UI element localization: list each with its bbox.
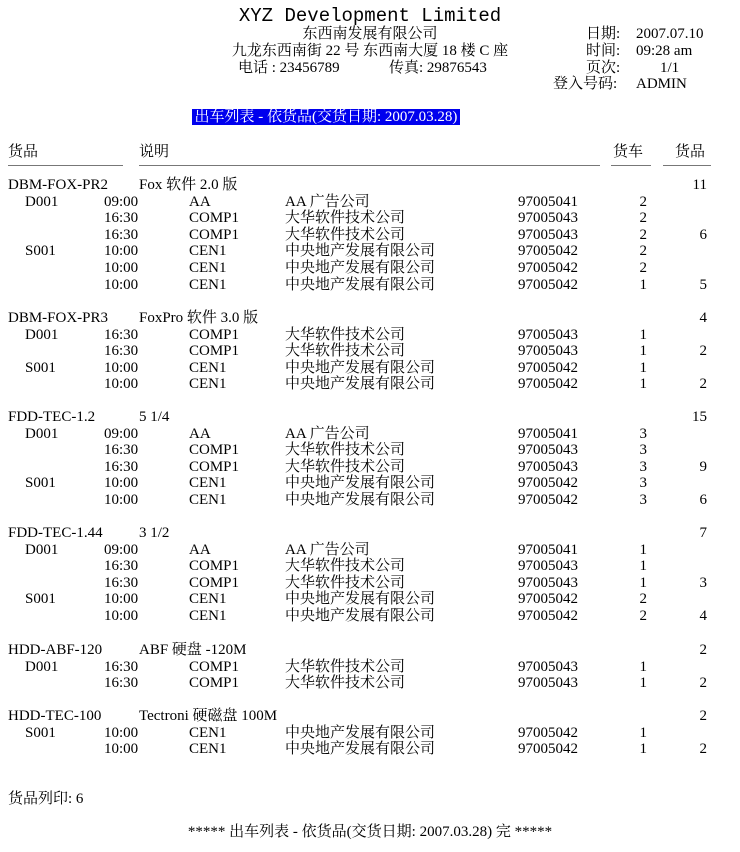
delivery-row bbox=[0, 725, 740, 742]
delivery-time: 16:30 bbox=[104, 658, 139, 675]
customer-code: AA bbox=[189, 425, 211, 442]
truck-quantity: 1 bbox=[639, 741, 647, 758]
customer-code: CEN1 bbox=[189, 608, 227, 624]
document-number: 97005042 bbox=[518, 475, 578, 492]
customer-name: 大华软件技术公司 bbox=[285, 343, 406, 360]
customer-name: 中央地产发展有限公司 bbox=[285, 591, 436, 608]
document-number: 97005041 bbox=[518, 425, 578, 442]
truck-quantity: 1 bbox=[639, 541, 647, 558]
customer-code: CEN1 bbox=[189, 724, 227, 741]
document-number: 97005042 bbox=[518, 591, 578, 608]
document-number: 97005043 bbox=[518, 458, 578, 475]
document-number: 97005043 bbox=[518, 558, 578, 575]
document-number: 97005043 bbox=[518, 442, 578, 459]
document-number: 97005043 bbox=[518, 574, 578, 591]
delivery-time: 16:30 bbox=[104, 226, 139, 243]
item-group-header bbox=[0, 642, 740, 659]
customer-code: COMP1 bbox=[189, 675, 240, 692]
customer-name: 大华软件技术公司 bbox=[285, 558, 406, 575]
truck-quantity: 2 bbox=[639, 210, 647, 227]
customer-name: 中央地产发展有限公司 bbox=[285, 475, 436, 492]
delivery-time: 10:00 bbox=[104, 359, 139, 376]
delivery-time: 10:00 bbox=[104, 243, 139, 260]
customer-code: COMP1 bbox=[189, 458, 240, 475]
customer-code: CEN1 bbox=[189, 243, 227, 260]
document-number: 97005043 bbox=[518, 326, 578, 343]
customer-name: 大华软件技术公司 bbox=[285, 675, 406, 692]
customer-name: 大华软件技术公司 bbox=[285, 574, 406, 591]
item-group-header bbox=[0, 409, 740, 426]
date-value: 2007.07.10 bbox=[636, 26, 704, 42]
document-number: 97005041 bbox=[518, 193, 578, 210]
truck-quantity: 1 bbox=[639, 724, 647, 741]
customer-name: 中央地产发展有限公司 bbox=[285, 376, 436, 393]
document-number: 97005043 bbox=[518, 343, 578, 360]
fax-number: 传真: 29876543 bbox=[389, 60, 487, 76]
delivery-row bbox=[0, 426, 740, 443]
company-name-cn: 东西南发展有限公司 bbox=[302, 26, 438, 42]
customer-code: COMP1 bbox=[189, 442, 240, 459]
customer-code: CEN1 bbox=[189, 492, 227, 508]
item-description: Tectroni 硬磁盘 100M bbox=[139, 708, 278, 724]
customer-name: 大华软件技术公司 bbox=[285, 458, 406, 475]
item-group-header bbox=[0, 310, 740, 327]
subtotal-quantity: 5 bbox=[699, 276, 707, 293]
customer-code: COMP1 bbox=[189, 210, 240, 227]
document-number: 97005042 bbox=[518, 608, 578, 624]
truck-quantity: 2 bbox=[639, 226, 647, 243]
column-header-goods: 货品 bbox=[675, 144, 706, 160]
time-value: 09:28 am bbox=[636, 43, 693, 59]
store-code: S001 bbox=[25, 359, 56, 376]
item-total-quantity: 7 bbox=[699, 525, 707, 541]
item-description: 5 1/4 bbox=[139, 409, 170, 425]
delivery-row bbox=[0, 558, 740, 575]
customer-code: AA bbox=[189, 541, 211, 558]
store-code: D001 bbox=[25, 658, 59, 675]
item-print-count: 货品列印: 6 bbox=[8, 791, 84, 807]
truck-quantity: 1 bbox=[639, 343, 647, 360]
delivery-row bbox=[0, 243, 740, 260]
truck-quantity: 1 bbox=[639, 574, 647, 591]
delivery-time: 16:30 bbox=[104, 442, 139, 459]
column-header-description: 说明 bbox=[139, 144, 170, 160]
subtotal-quantity: 6 bbox=[699, 492, 707, 508]
customer-code: COMP1 bbox=[189, 326, 240, 343]
customer-name: 大华软件技术公司 bbox=[285, 210, 406, 227]
truck-quantity: 2 bbox=[639, 260, 647, 276]
customer-name: AA 广告公司 bbox=[285, 193, 370, 210]
item-description: FoxPro 软件 3.0 版 bbox=[139, 310, 259, 326]
item-group-header bbox=[0, 525, 740, 542]
header-rule-goods bbox=[663, 165, 711, 166]
customer-code: CEN1 bbox=[189, 376, 227, 393]
delivery-time: 09:00 bbox=[104, 425, 139, 442]
delivery-row bbox=[0, 194, 740, 211]
customer-name: 中央地产发展有限公司 bbox=[285, 260, 436, 276]
document-number: 97005043 bbox=[518, 675, 578, 692]
customer-name: 大华软件技术公司 bbox=[285, 442, 406, 459]
customer-name: 中央地产发展有限公司 bbox=[285, 492, 436, 508]
customer-code: AA bbox=[189, 193, 211, 210]
customer-name: 大华软件技术公司 bbox=[285, 326, 406, 343]
phone-number: 电话 : 23456789 bbox=[238, 60, 340, 76]
truck-quantity: 1 bbox=[639, 376, 647, 393]
truck-quantity: 1 bbox=[639, 658, 647, 675]
report-banner-text: 出车列表 - 依货品(交货日期: 2007.03.28) bbox=[192, 109, 461, 125]
delivery-row bbox=[0, 675, 740, 692]
company-name-en: XYZ Development Limited bbox=[238, 5, 502, 27]
customer-code: CEN1 bbox=[189, 475, 227, 492]
item-code: DBM-FOX-PR3 bbox=[8, 310, 109, 326]
document-number: 97005042 bbox=[518, 741, 578, 758]
delivery-row bbox=[0, 343, 740, 360]
delivery-row bbox=[0, 360, 740, 377]
truck-quantity: 3 bbox=[639, 475, 647, 492]
item-code: HDD-TEC-100 bbox=[8, 708, 102, 724]
date-label: 日期: bbox=[586, 26, 621, 42]
store-code: D001 bbox=[25, 425, 59, 442]
item-total-quantity: 2 bbox=[699, 642, 707, 658]
truck-quantity: 1 bbox=[639, 359, 647, 376]
login-value: ADMIN bbox=[636, 76, 687, 92]
subtotal-quantity: 2 bbox=[699, 741, 707, 758]
subtotal-quantity: 2 bbox=[699, 376, 707, 393]
customer-name: 中央地产发展有限公司 bbox=[285, 276, 436, 293]
customer-code: COMP1 bbox=[189, 226, 240, 243]
delivery-row bbox=[0, 260, 740, 277]
store-code: S001 bbox=[25, 475, 56, 492]
document-number: 97005041 bbox=[518, 541, 578, 558]
delivery-row bbox=[0, 608, 740, 625]
truck-quantity: 2 bbox=[639, 243, 647, 260]
document-number: 97005042 bbox=[518, 276, 578, 293]
document-number: 97005042 bbox=[518, 260, 578, 276]
customer-code: CEN1 bbox=[189, 741, 227, 758]
customer-code: COMP1 bbox=[189, 343, 240, 360]
truck-quantity: 1 bbox=[639, 276, 647, 293]
customer-code: COMP1 bbox=[189, 658, 240, 675]
delivery-time: 09:00 bbox=[104, 541, 139, 558]
page-value: 1/1 bbox=[660, 60, 680, 76]
customer-name: 中央地产发展有限公司 bbox=[285, 608, 436, 624]
truck-quantity: 3 bbox=[639, 458, 647, 475]
subtotal-quantity: 4 bbox=[699, 608, 707, 624]
customer-code: CEN1 bbox=[189, 276, 227, 293]
item-description: Fox 软件 2.0 版 bbox=[139, 177, 238, 193]
delivery-time: 16:30 bbox=[104, 326, 139, 343]
delivery-row bbox=[0, 659, 740, 676]
item-group-header bbox=[0, 177, 740, 194]
customer-name: 中央地产发展有限公司 bbox=[285, 741, 436, 758]
time-label: 时间: bbox=[586, 43, 621, 59]
delivery-time: 10:00 bbox=[104, 376, 139, 393]
item-code: FDD-TEC-1.2 bbox=[8, 409, 96, 425]
item-total-quantity: 4 bbox=[699, 310, 707, 326]
document-number: 97005042 bbox=[518, 492, 578, 508]
customer-code: COMP1 bbox=[189, 574, 240, 591]
delivery-time: 16:30 bbox=[104, 343, 139, 360]
document-number: 97005043 bbox=[518, 210, 578, 227]
truck-quantity: 1 bbox=[639, 675, 647, 692]
item-total-quantity: 2 bbox=[699, 708, 707, 724]
delivery-row bbox=[0, 575, 740, 592]
delivery-time: 10:00 bbox=[104, 741, 139, 758]
subtotal-quantity: 6 bbox=[699, 226, 707, 243]
truck-quantity: 1 bbox=[639, 558, 647, 575]
report-end-line: ***** 出车列表 - 依货品(交货日期: 2007.03.28) 完 ***** bbox=[187, 824, 553, 840]
subtotal-quantity: 2 bbox=[699, 343, 707, 360]
truck-quantity: 2 bbox=[639, 608, 647, 624]
customer-code: CEN1 bbox=[189, 591, 227, 608]
delivery-time: 16:30 bbox=[104, 458, 139, 475]
item-total-quantity: 11 bbox=[692, 177, 707, 193]
delivery-row bbox=[0, 227, 740, 244]
truck-quantity: 3 bbox=[639, 492, 647, 508]
document-number: 97005042 bbox=[518, 724, 578, 741]
customer-code: CEN1 bbox=[189, 359, 227, 376]
header-rule-truck bbox=[611, 165, 651, 166]
store-code: S001 bbox=[25, 243, 56, 260]
store-code: D001 bbox=[25, 541, 59, 558]
item-code: DBM-FOX-PR2 bbox=[8, 177, 109, 193]
delivery-row bbox=[0, 492, 740, 509]
column-header-item: 货品 bbox=[8, 144, 39, 160]
delivery-time: 09:00 bbox=[104, 193, 139, 210]
customer-name: 大华软件技术公司 bbox=[285, 658, 406, 675]
item-code: FDD-TEC-1.44 bbox=[8, 525, 103, 541]
truck-quantity: 2 bbox=[639, 591, 647, 608]
delivery-row bbox=[0, 459, 740, 476]
delivery-row bbox=[0, 591, 740, 608]
customer-name: AA 广告公司 bbox=[285, 425, 370, 442]
delivery-time: 10:00 bbox=[104, 475, 139, 492]
delivery-row bbox=[0, 442, 740, 459]
delivery-time: 10:00 bbox=[104, 724, 139, 741]
delivery-row bbox=[0, 542, 740, 559]
customer-name: 中央地产发展有限公司 bbox=[285, 724, 436, 741]
delivery-time: 16:30 bbox=[104, 210, 139, 227]
column-header-truck: 货车 bbox=[613, 144, 644, 160]
delivery-time: 16:30 bbox=[104, 675, 139, 692]
header-rule-description bbox=[139, 165, 600, 166]
delivery-time: 10:00 bbox=[104, 591, 139, 608]
store-code: D001 bbox=[25, 326, 59, 343]
item-total-quantity: 15 bbox=[692, 409, 707, 425]
customer-code: COMP1 bbox=[189, 558, 240, 575]
store-code: D001 bbox=[25, 193, 59, 210]
delivery-row bbox=[0, 475, 740, 492]
subtotal-quantity: 9 bbox=[699, 458, 707, 475]
delivery-time: 16:30 bbox=[104, 574, 139, 591]
truck-quantity: 2 bbox=[639, 193, 647, 210]
customer-name: 中央地产发展有限公司 bbox=[285, 243, 436, 260]
customer-name: 大华软件技术公司 bbox=[285, 226, 406, 243]
subtotal-quantity: 3 bbox=[699, 574, 707, 591]
delivery-time: 10:00 bbox=[104, 260, 139, 276]
login-label: 登入号码: bbox=[553, 76, 618, 92]
item-description: 3 1/2 bbox=[139, 525, 170, 541]
delivery-time: 16:30 bbox=[104, 558, 139, 575]
item-group-header bbox=[0, 708, 740, 725]
document-number: 97005042 bbox=[518, 376, 578, 393]
store-code: S001 bbox=[25, 724, 56, 741]
customer-name: AA 广告公司 bbox=[285, 541, 370, 558]
page-label: 页次: bbox=[586, 60, 621, 76]
item-description: ABF 硬盘 -120M bbox=[139, 642, 247, 658]
customer-code: CEN1 bbox=[189, 260, 227, 276]
delivery-row bbox=[0, 327, 740, 344]
delivery-time: 10:00 bbox=[104, 492, 139, 508]
delivery-time: 10:00 bbox=[104, 608, 139, 624]
document-number: 97005042 bbox=[518, 359, 578, 376]
item-code: HDD-ABF-120 bbox=[8, 642, 103, 658]
report-banner bbox=[184, 92, 460, 126]
document-number: 97005043 bbox=[518, 658, 578, 675]
delivery-row bbox=[0, 210, 740, 227]
delivery-row bbox=[0, 741, 740, 758]
document-number: 97005043 bbox=[518, 226, 578, 243]
header-rule-item bbox=[8, 165, 123, 166]
subtotal-quantity: 2 bbox=[699, 675, 707, 692]
customer-name: 中央地产发展有限公司 bbox=[285, 359, 436, 376]
truck-quantity: 3 bbox=[639, 442, 647, 459]
delivery-row bbox=[0, 277, 740, 294]
store-code: S001 bbox=[25, 591, 56, 608]
truck-quantity: 1 bbox=[639, 326, 647, 343]
truck-quantity: 3 bbox=[639, 425, 647, 442]
delivery-row bbox=[0, 376, 740, 393]
delivery-time: 10:00 bbox=[104, 276, 139, 293]
document-number: 97005042 bbox=[518, 243, 578, 260]
company-address: 九龙东西南街 22 号 东西南大厦 18 楼 C 座 bbox=[231, 43, 509, 59]
